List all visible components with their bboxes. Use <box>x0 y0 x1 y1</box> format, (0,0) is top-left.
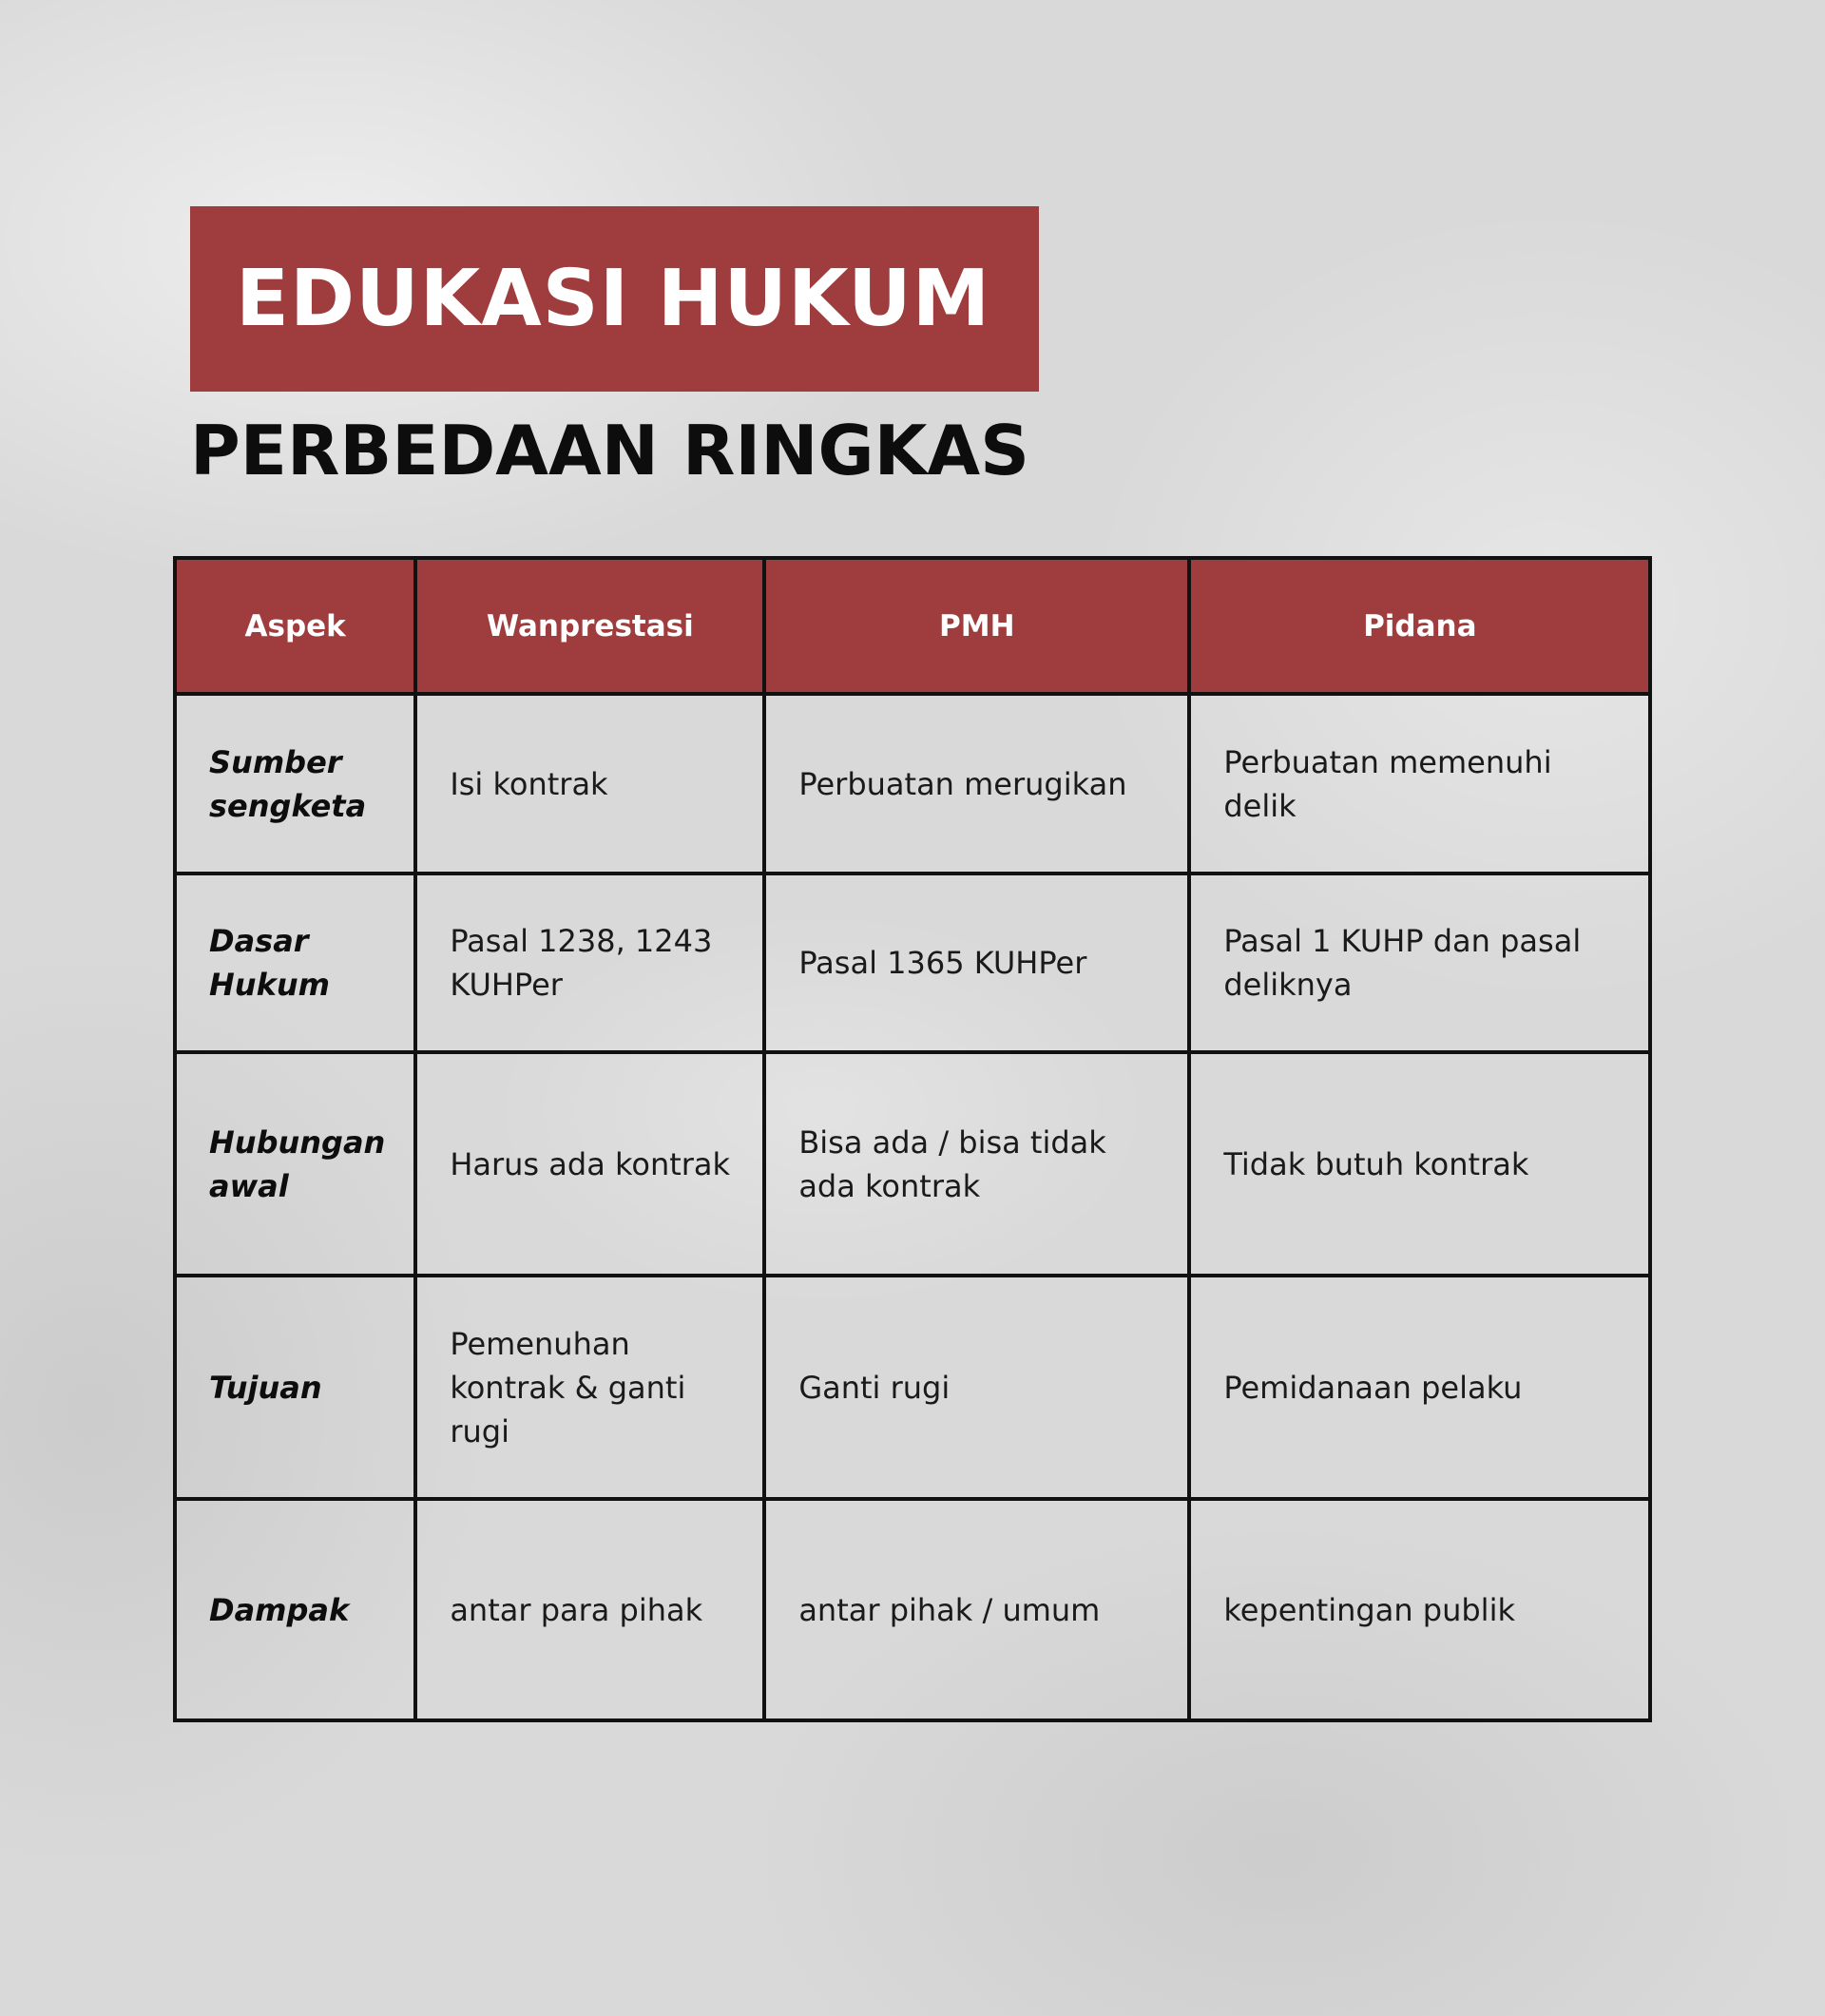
column-header-pidana: Pidana <box>1189 558 1650 694</box>
title-banner <box>190 206 1039 392</box>
aspect-cell: Sumber sengketa <box>175 694 415 874</box>
table-header-row <box>175 558 1650 694</box>
pmh-cell: antar pihak / umum <box>764 1499 1189 1720</box>
table-row <box>175 1052 1650 1276</box>
column-header-wanprestasi: Wanprestasi <box>415 558 764 694</box>
aspect-cell: Dasar Hukum <box>175 874 415 1052</box>
pidana-cell: kepentingan publik <box>1189 1499 1650 1720</box>
column-header-pmh: PMH <box>764 558 1189 694</box>
pmh-cell: Perbuatan merugikan <box>764 694 1189 874</box>
wanprestasi-cell: antar para pihak <box>415 1499 764 1720</box>
table-header <box>175 558 1650 694</box>
table-row <box>175 1499 1650 1720</box>
pidana-cell: Perbuatan memenuhi delik <box>1189 694 1650 874</box>
comparison-table <box>173 556 1652 1722</box>
wanprestasi-cell: Harus ada kontrak <box>415 1052 764 1276</box>
wanprestasi-cell: Isi kontrak <box>415 694 764 874</box>
pmh-cell: Pasal 1365 KUHPer <box>764 874 1189 1052</box>
wanprestasi-cell: Pemenuhan kontrak & ganti rugi <box>415 1276 764 1499</box>
column-header-aspek: Aspek <box>175 558 415 694</box>
page-subtitle: PERBEDAAN RINGKAS <box>190 411 1029 490</box>
pidana-cell: Tidak butuh kontrak <box>1189 1052 1650 1276</box>
table-row <box>175 694 1650 874</box>
aspect-cell: Dampak <box>175 1499 415 1720</box>
pmh-cell: Ganti rugi <box>764 1276 1189 1499</box>
comparison-table-container <box>173 556 1652 1722</box>
pidana-cell: Pasal 1 KUHP dan pasal deliknya <box>1189 874 1650 1052</box>
table-row <box>175 874 1650 1052</box>
page-title: EDUKASI HUKUM <box>236 253 991 344</box>
wanprestasi-cell: Pasal 1238, 1243 KUHPer <box>415 874 764 1052</box>
table-body <box>175 694 1650 1720</box>
aspect-cell: Tujuan <box>175 1276 415 1499</box>
pidana-cell: Pemidanaan pelaku <box>1189 1276 1650 1499</box>
aspect-cell: Hubungan awal <box>175 1052 415 1276</box>
pmh-cell: Bisa ada / bisa tidak ada kontrak <box>764 1052 1189 1276</box>
table-row <box>175 1276 1650 1499</box>
